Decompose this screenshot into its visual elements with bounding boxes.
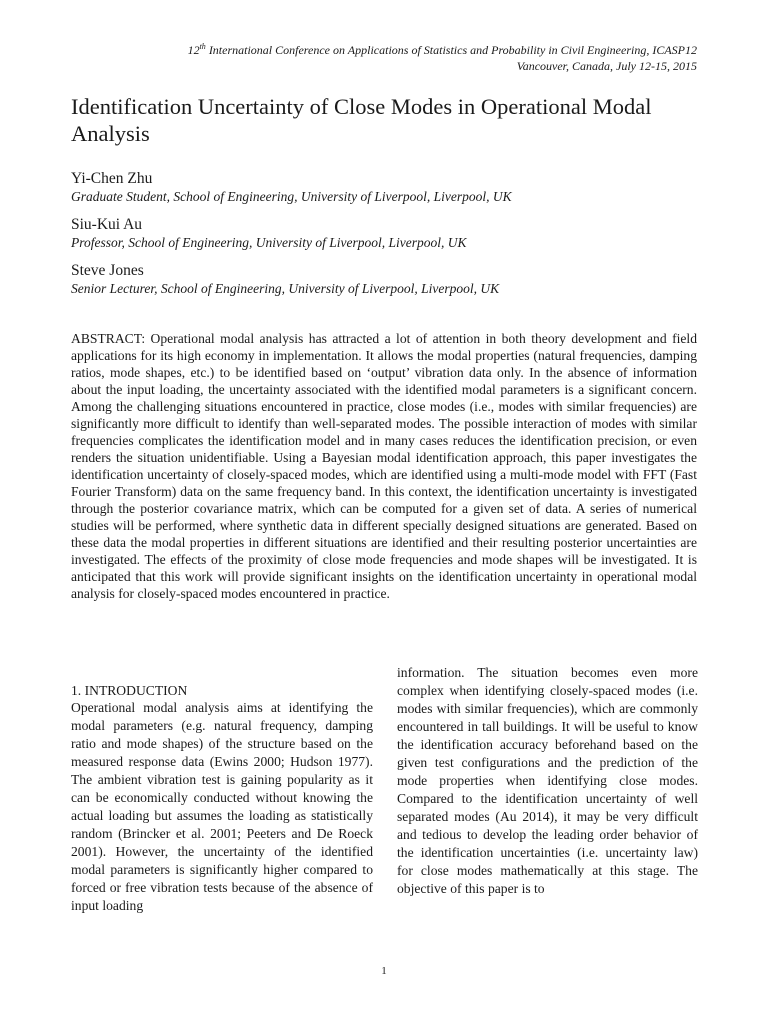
conference-line: [77, 42, 697, 58]
author-name: Yi-Chen Zhu: [71, 170, 153, 187]
right-column: [397, 664, 698, 898]
author-name: Siu-Kui Au: [71, 216, 143, 233]
introduction-paragraph: Operational modal analysis aims at identifying the modal parameters (e.g. natural frequency, damping ratio and mode shapes) of the structure based on the measured response data (Ewins 2000; Hudson 1977). The ambient vibration test is gaining popularity as it can be economically conducted without knowing the actual loading but assumes the loading as statistically random (Brincker et al. 2001; Peeters and De Roeck 2001). However, the uncertainty of the identified modal parameters is significantly higher compared to forced or free vibration tests because of the absence of input loading: [71, 700, 373, 913]
conference-number: 12: [187, 43, 200, 57]
conference-header: [77, 42, 697, 74]
author-affiliation: Professor, School of Engineering, University of Liverpool, Liverpool, UK: [71, 235, 467, 250]
conference-name: International Conference on Applications of Statistics and Probability in Civil Engineering, ICASP12: [205, 43, 697, 57]
conference-location-date: Vancouver, Canada, July 12-15, 2015: [516, 59, 697, 73]
page-number: 1: [381, 965, 387, 977]
paper-title: Identification Uncertainty of Close Modes in Operational Modal Analysis: [71, 94, 652, 146]
author-affiliation: Senior Lecturer, School of Engineering, University of Liverpool, Liverpool, UK: [71, 281, 500, 296]
author-name: Steve Jones: [71, 262, 144, 279]
abstract: ABSTRACT: Operational modal analysis has attracted a lot of attention in both theory development and field applications for its high economy in implementation. It allows the modal properties (natural frequencies, damping ratios, mode shapes, etc.) to be identified based on ‘output’ vibration data only. In the absence of information about the input loading, the uncertainty associated with the identified modal parameters is a significant concern. Among the challenging situations encountered in practice, close modes (i.e., modes with similar frequencies) are significantly more difficult to identify than well-separated modes. The possible interaction of modes with similar frequencies complicates the identification model and in many cases reduces the identification precision, or even renders the situation unidentifiable. Using a Bayesian modal identification approach, this paper investigates the identification uncertainty of closely-spaced modes, which are identified using a multi-mode model with FFT (Fast Fourier Transform) data on the same frequency band. In this context, the identification uncertainty is investigated through the posterior covariance matrix, which can be computed for a given set of data. A series of numerical studies will be performed, where synthetic data in different specially designed situations are generated. Based on these data the modal properties in different situations are identified and their resulting posterior uncertainties are investigated. The effects of the proximity of close mode frequencies and mode shapes will be investigated. It is anticipated that this work will provide significant insights on the identification uncertainty in operational modal analysis for closely-spaced modes encountered in practice.: [71, 331, 697, 601]
author-affiliation: Graduate Student, School of Engineering, University of Liverpool, Liverpool, UK: [71, 189, 512, 204]
conference-ordinal: th: [199, 42, 206, 51]
introduction-paragraph-continued: information. The situation becomes even more complex when identifying closely-spaced modes (i.e. modes with similar frequencies), which are commonly encountered in tall buildings. It will be useful to know the identification accuracy beforehand based on the given test configurations and the prediction of the mode properties when identifying close modes. Compared to the identification uncertainty of well separated modes (Au 2014), it may be very difficult and tedious to develop the leading order behavior of the identification uncertainties (i.e. uncertainty law) for close modes mathematically at this stage. The objective of this paper is to: [397, 665, 698, 896]
left-column: [71, 682, 373, 915]
section-heading: 1. INTRODUCTION: [71, 683, 188, 698]
